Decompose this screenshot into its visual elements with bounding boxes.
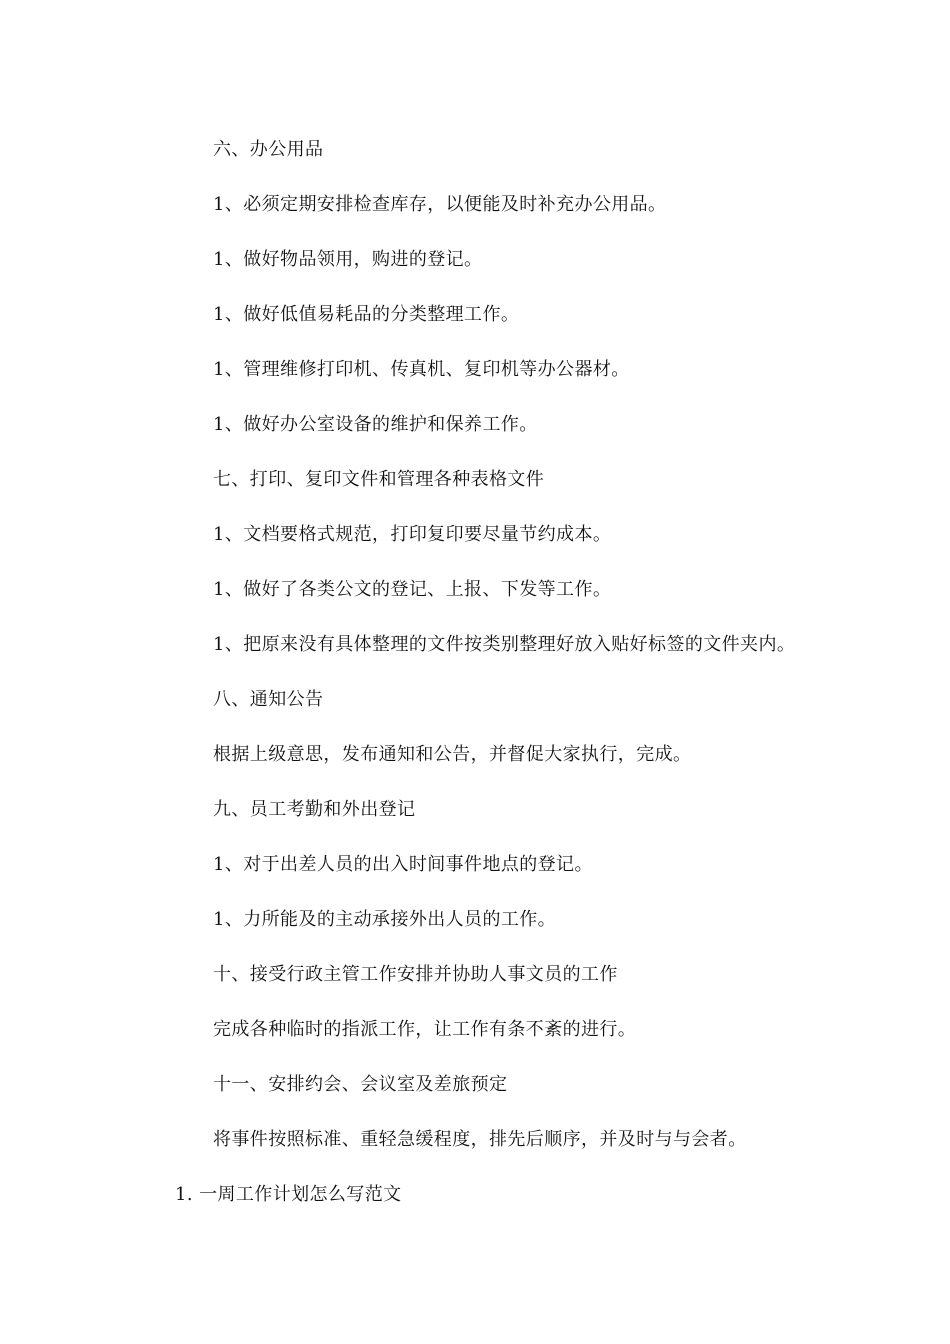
paragraph: 1、做好办公室设备的维护和保养工作。 (213, 414, 538, 435)
numbered-heading: 1. 一周工作计划怎么写范文 (175, 1184, 402, 1205)
section-heading-admin-tasks: 十、接受行政主管工作安排并协助人事文员的工作 (213, 964, 618, 985)
section-heading-notices: 八、通知公告 (213, 689, 324, 710)
paragraph: 1、做好了各类公文的登记、上报、下发等工作。 (213, 579, 612, 600)
section-heading-printing: 七、打印、复印文件和管理各种表格文件 (213, 469, 545, 490)
paragraph: 完成各种临时的指派工作，让工作有条不紊的进行。 (213, 1019, 637, 1040)
section-heading-attendance: 九、员工考勤和外出登记 (213, 799, 416, 820)
section-heading-appointments: 十一、安排约会、会议室及差旅预定 (213, 1074, 508, 1095)
paragraph: 将事件按照标准、重轻急缓程度，排先后顺序，并及时与与会者。 (213, 1129, 747, 1150)
paragraph: 根据上级意思，发布通知和公告，并督促大家执行，完成。 (213, 744, 692, 765)
section-heading-office-supplies: 六、办公用品 (213, 139, 324, 160)
paragraph: 1、必须定期安排检查库存，以便能及时补充办公用品。 (213, 194, 667, 215)
paragraph: 1、力所能及的主动承接外出人员的工作。 (213, 909, 557, 930)
paragraph: 1、文档要格式规范，打印复印要尽量节约成本。 (213, 524, 612, 545)
paragraph: 1、做好低值易耗品的分类整理工作。 (213, 304, 520, 325)
paragraph: 1、把原来没有具体整理的文件按类别整理好放入贴好标签的文件夹内。 (213, 634, 796, 655)
paragraph: 1、管理维修打印机、传真机、复印机等办公器材。 (213, 359, 630, 380)
paragraph: 1、做好物品领用，购进的登记。 (213, 249, 483, 270)
paragraph: 1、对于出差人员的出入时间事件地点的登记。 (213, 854, 593, 875)
